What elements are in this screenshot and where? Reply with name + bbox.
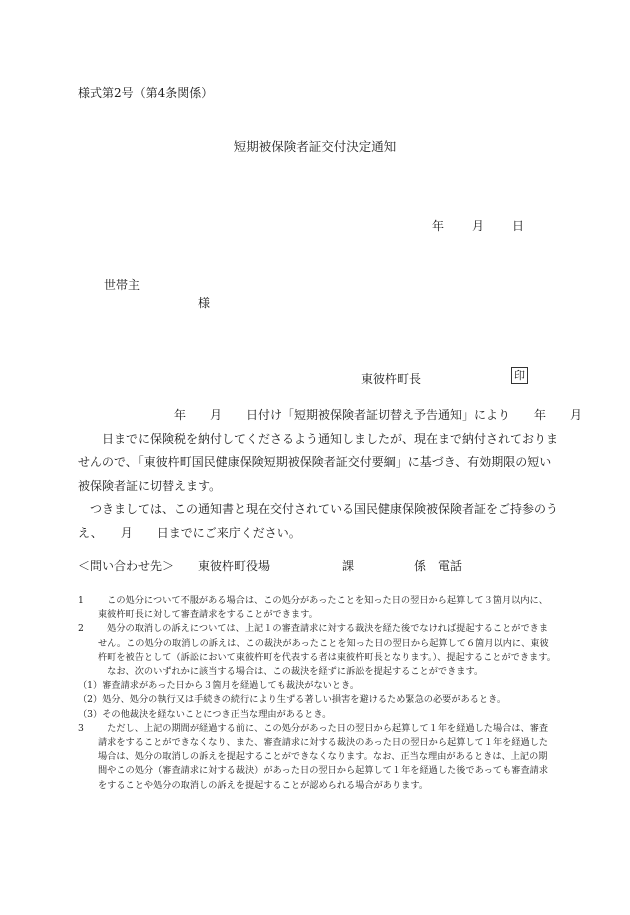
note-number: （3） [78, 708, 103, 720]
note-item [78, 594, 556, 622]
seal-mark: 印 [511, 367, 528, 384]
body-line: 被保険者証に切替えます。 [78, 478, 222, 493]
note-text: 処分、処分の執行又は手続きの続行により生ずる著しい損害を避けるため緊急の必要があるとき。 [102, 694, 507, 706]
note-subitem [78, 693, 556, 707]
body-line: え、 月 日までにご来庁ください。 [78, 525, 301, 540]
body-line: 日までに保険税を納付してくださるよう通知しましたが、現在まで納付されておりま [78, 431, 559, 446]
date-year-label: 年 [431, 219, 444, 233]
note-item [78, 665, 556, 679]
note-text: なお、次のいずれかに該当する場合は、この裁決を経ずに訴訟を提起することができます。 [98, 666, 484, 678]
note-text: この処分について不服がある場合は、この処分があったことを知った日の翌日から起算して３箇月以内に、東彼杵町長に対して審査請求をすることができます。 [98, 595, 548, 621]
notice-body [78, 404, 583, 545]
body-line: せんので、「東彼杵町国民健康保険短期被保険者証交付要綱」に基づき、有効期限の短い [78, 455, 552, 469]
appeal-notes [78, 594, 556, 793]
note-number: 2 [78, 623, 84, 635]
note-subitem [78, 679, 556, 693]
note-text: その他裁決を経ないことにつき正当な理由があるとき。 [102, 708, 332, 720]
note-text: 審査請求があった日から３箇月を経過しても裁決がないとき。 [102, 680, 360, 692]
note-text: 処分の取消しの訴えについては、上記１の審査請求に対する裁決を経た後でなければ提起することができません。この処分の取消しの訴えは、この裁決があったことを知った日の翌日から起算して６箇月以内に、東彼杵町を被告として（訴訟において東彼杵町を代表する者は東彼杵町長となります。）、提起することができます。 [98, 623, 556, 663]
note-number: 1 [78, 595, 84, 606]
form-number: 様式第2号（第4条関係） [78, 86, 214, 100]
contact-info: ＜問い合わせ先＞ 東彼杵町役場 課 係 電話 [78, 559, 463, 573]
note-number: 3 [78, 722, 84, 734]
body-line: 年 月 日付け「短期被保険者証切替え予告通知」により 年 月 [78, 408, 583, 422]
note-item [78, 622, 556, 665]
document-title: 短期被保険者証交付決定通知 [233, 139, 397, 154]
note-number: （2） [78, 694, 103, 706]
note-subitem [78, 708, 556, 722]
note-text: ただし、上記の期間が経過する前に、この処分があった日の翌日から起算して１年を経過した場合は、審査請求をすることができなくなり、また、審査請求に対する裁決のあった日の翌日から起算して１年を経過した場合は、処分の取消しの訴えを提起することができなくなります。なお、正当な理由があるときは、上記の期間やこの処分（審査請求に対する裁決）があった日の翌日から起算して１年を経過した後であっても審査請求をすることや処分の取消しの訴えを提起することが認められる場合があります。 [98, 722, 549, 791]
household-head-label: 世帯主 [104, 278, 141, 292]
note-number: （1） [78, 680, 103, 692]
issue-date [432, 217, 524, 234]
issuer-name: 東彼杵町長 [361, 372, 422, 386]
honorific-label: 様 [198, 296, 211, 310]
body-line: つきましては、この通知書と現在交付されている国民健康保険被保険者証をご持参のう [78, 502, 559, 516]
note-item [78, 722, 556, 793]
date-day-label: 日 [511, 219, 524, 233]
date-month-label: 月 [471, 219, 484, 233]
